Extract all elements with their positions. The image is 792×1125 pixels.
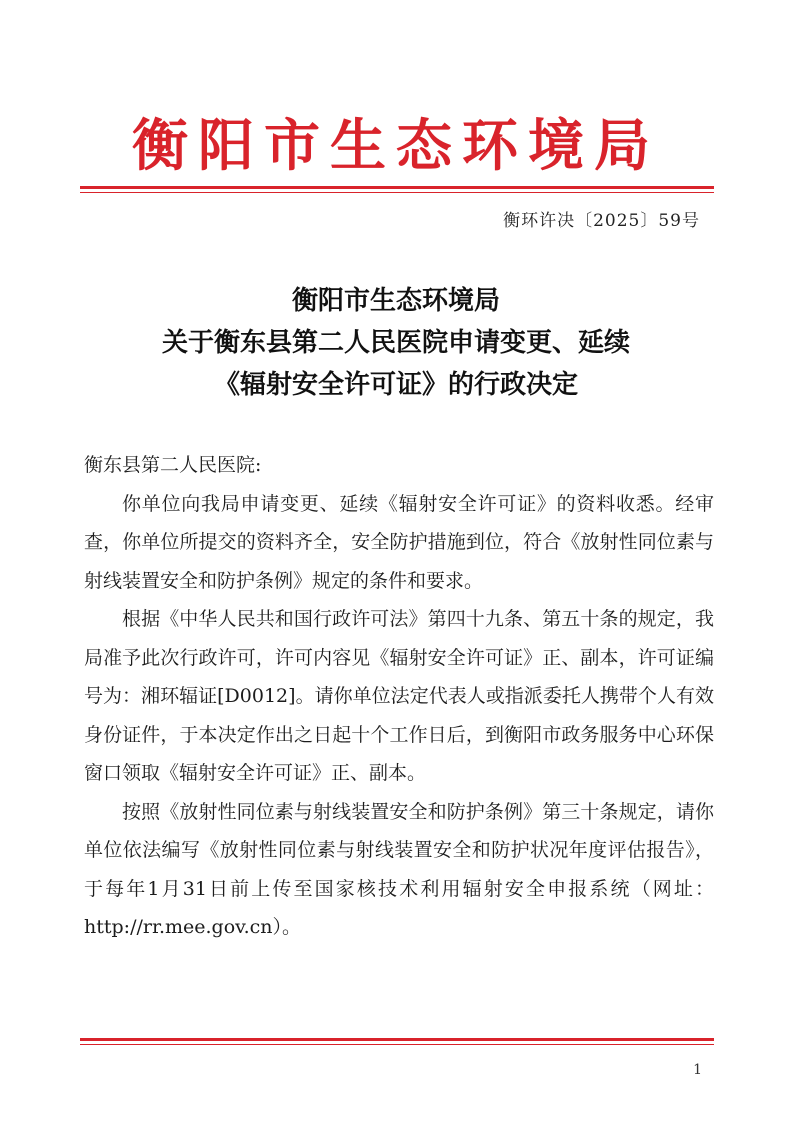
footer-rule-thick — [80, 1038, 714, 1041]
paragraph-receipt: 你单位向我局申请变更、延续《辐射安全许可证》的资料收悉。经审查，你单位所提交的资料齐全，安全防护措施到位，符合《放射性同位素与射线装置安全和防护条例》规定的条件和要求。 — [84, 492, 714, 592]
paragraph-annual-report: 按照《放射性同位素与射线装置安全和防护条例》第三十条规定，请你单位依法编写《放射性同位素与射线装置安全和防护状况年度评估报告》，于每年1月31日前上传至国家核技术利用辐射安全申报系统（网址：http://rr.mee.gov.cn）。 — [84, 800, 714, 938]
addressee: 衡东县第二人民医院: — [84, 454, 262, 476]
masthead-rule-thin — [80, 192, 714, 193]
title-line-2: 关于衡东县第二人民医院申请变更、延续 — [161, 328, 630, 358]
page-number: 1 — [693, 1062, 702, 1078]
document-number: 衡环许决〔2025〕59号 — [503, 211, 700, 231]
document-body — [84, 446, 714, 947]
title-line-3: 《辐射安全许可证》的行政决定 — [213, 370, 578, 400]
title-line-1: 衡阳市生态环境局 — [291, 286, 500, 316]
masthead-issuer: 衡阳市生态环境局 — [132, 114, 660, 179]
masthead-rule-thick — [80, 186, 714, 189]
document-title — [0, 280, 792, 406]
paragraph-approval: 根据《中华人民共和国行政许可法》第四十九条、第五十条的规定，我局准予此次行政许可，许可内容见《辐射安全许可证》正、副本，许可证编号为：湘环辐证[D0012]。请你单位法定代表人或指派委托人携带个人有效身份证件，于本决定作出之日起十个工作日后，到衡阳市政务服务中心环保窗口领取《辐射安全许可证》正、副本。 — [84, 608, 714, 784]
footer-rule-thin — [80, 1044, 714, 1045]
